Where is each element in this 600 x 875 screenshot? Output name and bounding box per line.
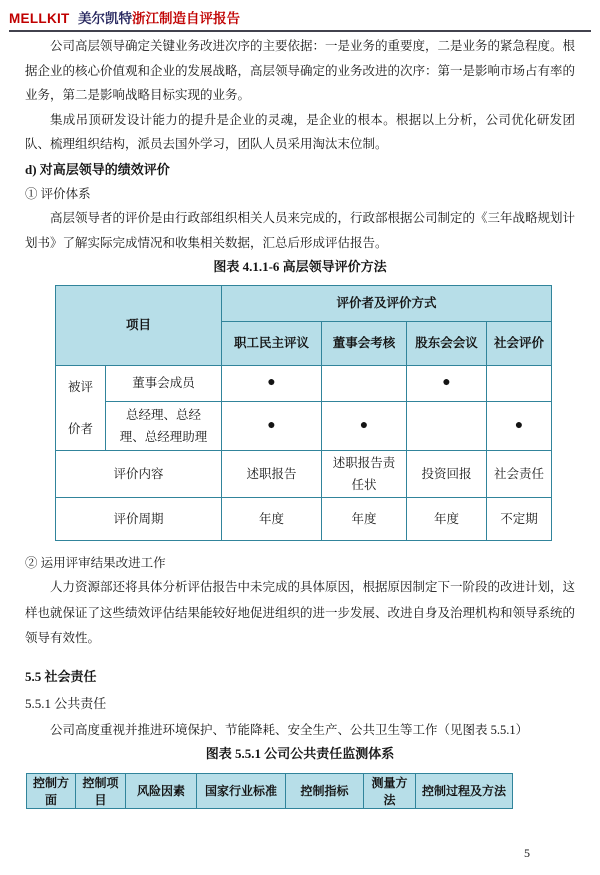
paragraph-rd-capability: 集成吊顶研发设计能力的提升是企业的灵魂，是企业的根本。根据以上分析，公司优化研发团队、梳理组织结构，派员去国外学习，团队人员采用淘汰末位制。 [25, 112, 575, 151]
general-managers-label-cell: 总经理、总经理、总经理助理 [106, 402, 222, 450]
table2-title: 图表 5.5.1 公司公共责任监测体系 [205, 746, 395, 761]
mark-cell [487, 365, 552, 402]
mark-cell: ● [487, 402, 552, 450]
mark-cell: ● [322, 402, 407, 450]
evaluatee-label-cell: 被评价者 [56, 365, 106, 450]
heading-leader-performance-evaluation: d) 对高层领导的绩效评价 [25, 161, 170, 177]
content-cell-social-responsibility: 社会责任 [487, 450, 552, 497]
doc-title: 浙江制造自评报告 [131, 11, 240, 26]
mark-cell: ● [222, 402, 322, 450]
heading-public-responsibility: 5.5.1 公共责任 [25, 695, 107, 711]
company-name: 美尔凯特 [77, 11, 132, 26]
paragraph-evaluation-process: 高层领导者的评价是由行政部组织相关人员来完成的，行政部根据公司制定的《三年战略规划计划书》了解实际完成情况和收集相关数据，汇总后形成评估报告。 [25, 211, 576, 250]
col-header-control-process-method: 控制过程及方法 [416, 773, 513, 808]
cycle-cell-irregular: 不定期 [487, 497, 552, 540]
table1-row-evaluation-cycle [56, 497, 552, 540]
table1-header-row-1 [56, 285, 552, 321]
evaluator-header-staff-review: 职工民主评议 [222, 321, 322, 365]
evaluation-content-label-cell: 评价内容 [56, 450, 222, 497]
paragraph-improvement-plan: 人力资源部还将具体分析评估报告中未完成的具体原因，根据原因制定下一阶段的改进计划，这样也就保证了这些绩效评估结果能较好地促进组织的进一步发展、改进自身及治理机构和领导系统的领导有效性。 [25, 580, 576, 645]
document-content [0, 34, 600, 809]
page-number: 5 [524, 846, 530, 860]
mark-cell: ● [222, 365, 322, 402]
table1-row-general-managers [56, 402, 552, 450]
mark-cell [407, 402, 487, 450]
evaluator-header-board-assessment: 董事会考核 [322, 321, 407, 365]
evaluator-header-shareholder-meeting: 股东会会议 [407, 321, 487, 365]
heading-social-responsibility: 5.5 社会责任 [25, 668, 97, 684]
mark-cell [322, 365, 407, 402]
cycle-cell-annual-2: 年度 [322, 497, 407, 540]
content-cell-report-responsibility: 述职报告责任状 [322, 450, 407, 497]
col-header-measurement-method: 测量方法 [364, 773, 416, 808]
cycle-cell-annual-3: 年度 [407, 497, 487, 540]
col-header-control-aspect: 控制方面 [27, 773, 76, 808]
leader-evaluation-table [55, 285, 552, 541]
paragraph-business-priority: 公司高层领导确定关键业务改进次序的主要依据：一是业务的重要度，二是业务的紧急程度。根据企业的核心价值观和企业的发展战略，高层领导确定的业务改进的次序：第一是影响市场占有率的业务，第二是影响战略目标实现的业务。 [25, 39, 576, 102]
table1-row-board-members [56, 365, 552, 402]
content-cell-investment-return: 投资回报 [407, 450, 487, 497]
paragraph-public-work: 公司高度重视并推进环境保护、节能降耗、安全生产、公共卫生等工作（见图表 5.5.1） [50, 722, 529, 737]
col-header-risk-factor: 风险因素 [126, 773, 197, 808]
item-evaluation-system: ① 评价体系 [25, 186, 91, 201]
mark-cell: ● [407, 365, 487, 402]
table1-title: 图表 4.1.1-6 高层领导评价方法 [213, 259, 387, 274]
evaluation-cycle-label-cell: 评价周期 [56, 497, 222, 540]
evaluator-header-social-evaluation: 社会评价 [487, 321, 552, 365]
table1-group-header-cell: 评价者及评价方式 [222, 285, 552, 321]
table1-item-header-cell: 项目 [56, 285, 222, 365]
col-header-control-item: 控制项目 [76, 773, 126, 808]
board-members-label-cell: 董事会成员 [106, 365, 222, 402]
content-cell-work-report: 述职报告 [222, 450, 322, 497]
table1-row-evaluation-content [56, 450, 552, 497]
page-header [9, 7, 591, 32]
col-header-national-industry-standard: 国家行业标准 [197, 773, 286, 808]
cycle-cell-annual-1: 年度 [222, 497, 322, 540]
document-page [0, 7, 600, 860]
item-use-review-results: ② 运用评审结果改进工作 [25, 555, 166, 570]
brand-logo-text: MELLKIT [9, 11, 70, 26]
col-header-control-indicator: 控制指标 [286, 773, 364, 808]
public-responsibility-table [26, 773, 513, 809]
table2-header-row [27, 773, 513, 808]
